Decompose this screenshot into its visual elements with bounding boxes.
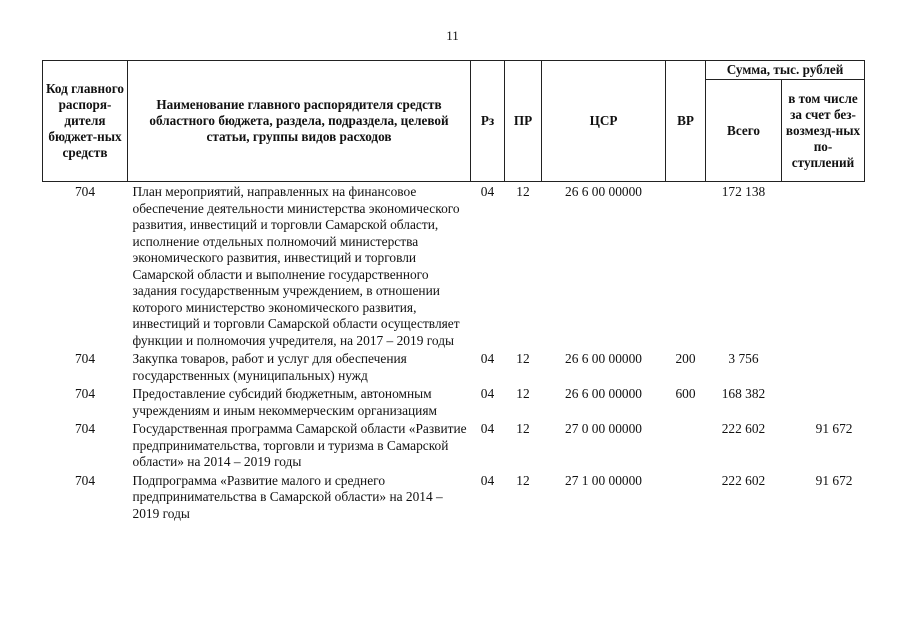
row-code: 704 [74, 184, 96, 199]
table-header [43, 61, 865, 182]
row-vr [666, 182, 706, 350]
row-csr: 27 1 00 00000 [565, 472, 642, 488]
row-pr: 12 [516, 184, 530, 199]
row-vr: 600 [675, 386, 696, 401]
table-row [43, 384, 865, 419]
row-pr: 12 [516, 421, 530, 436]
row-csr: 26 6 00 00000 [565, 184, 642, 199]
row-rz: 04 [480, 472, 495, 488]
table-body [43, 182, 865, 523]
row-name: Государственная программа Самарской области «Развитие предпринимательства, торговли и туризма в Самарской области» на 2014 – 2019 годы [132, 421, 467, 469]
row-csr: 26 6 00 00000 [565, 386, 642, 401]
row-code: 704 [74, 472, 96, 488]
row-total: 172 138 [721, 184, 766, 199]
row-rz: 04 [480, 386, 495, 401]
header-pr: ПР [505, 61, 542, 182]
row-csr: 26 6 00 00000 [565, 351, 642, 366]
row-name: План мероприятий, направленных на финансовое обеспечение деятельности министерства экономического развития, инвестиций и торговли Самарской области, исполнение отдельных полномочий министерства экономического развития, инвестиций и торговли Самарской области и выполнение государственного задания государственным учреждением, в отношении которого министерство экономического развития, инвестиций и торговли Самарской области осуществляет функции и полномочия учредителя, на 2017 – 2019 годы [132, 184, 460, 348]
row-free [782, 349, 865, 384]
header-name: Наименование главного распорядителя средств областного бюджета, раздела, подраздела, целевой статьи, группы видов расходов [128, 61, 471, 182]
header-sum-total: Всего [706, 80, 782, 182]
table-row [43, 182, 865, 350]
header-sum-group: Сумма, тыс. рублей [706, 61, 865, 80]
row-free: 91 672 [815, 472, 853, 488]
header-code: Код главного распоря-дителя бюджет-ных средств [43, 61, 128, 182]
row-rz: 04 [480, 421, 495, 436]
row-name: Подпрограмма «Развитие малого и среднего предпринимательства в Самарской области» на 2014 – 2019 годы [132, 472, 443, 521]
row-code: 704 [74, 386, 96, 401]
row-pr: 12 [516, 386, 530, 401]
table-row [43, 471, 865, 523]
row-code: 704 [74, 421, 96, 436]
row-vr [666, 471, 706, 523]
row-vr [666, 419, 706, 471]
row-total: 168 382 [721, 386, 766, 401]
row-total: 3 756 [728, 351, 759, 366]
row-free [782, 182, 865, 350]
budget-table-container [42, 60, 864, 522]
row-rz: 04 [480, 184, 495, 199]
header-rz: Рз [471, 61, 505, 182]
row-name: Закупка товаров, работ и услуг для обеспечения государственных (муниципальных) нужд [132, 351, 407, 383]
header-vr: ВР [666, 61, 706, 182]
row-pr: 12 [516, 351, 530, 366]
row-total: 222 602 [721, 421, 766, 436]
row-code: 704 [74, 351, 96, 366]
row-rz: 04 [480, 351, 495, 366]
header-sum-free: в том числе за счет без-возмезд-ных по-ступлений [782, 80, 865, 182]
row-csr: 27 0 00 00000 [565, 421, 642, 436]
budget-table [42, 60, 865, 522]
page-number: 11 [446, 28, 459, 43]
row-free: 91 672 [815, 421, 853, 436]
row-name: Предоставление субсидий бюджетным, автономным учреждениям и иным некоммерческим организациям [132, 386, 437, 418]
row-total: 222 602 [721, 472, 766, 488]
row-vr: 200 [675, 351, 696, 366]
table-row [43, 349, 865, 384]
header-csr: ЦСР [542, 61, 666, 182]
row-free [782, 384, 865, 419]
row-pr: 12 [516, 472, 530, 488]
table-row [43, 419, 865, 471]
